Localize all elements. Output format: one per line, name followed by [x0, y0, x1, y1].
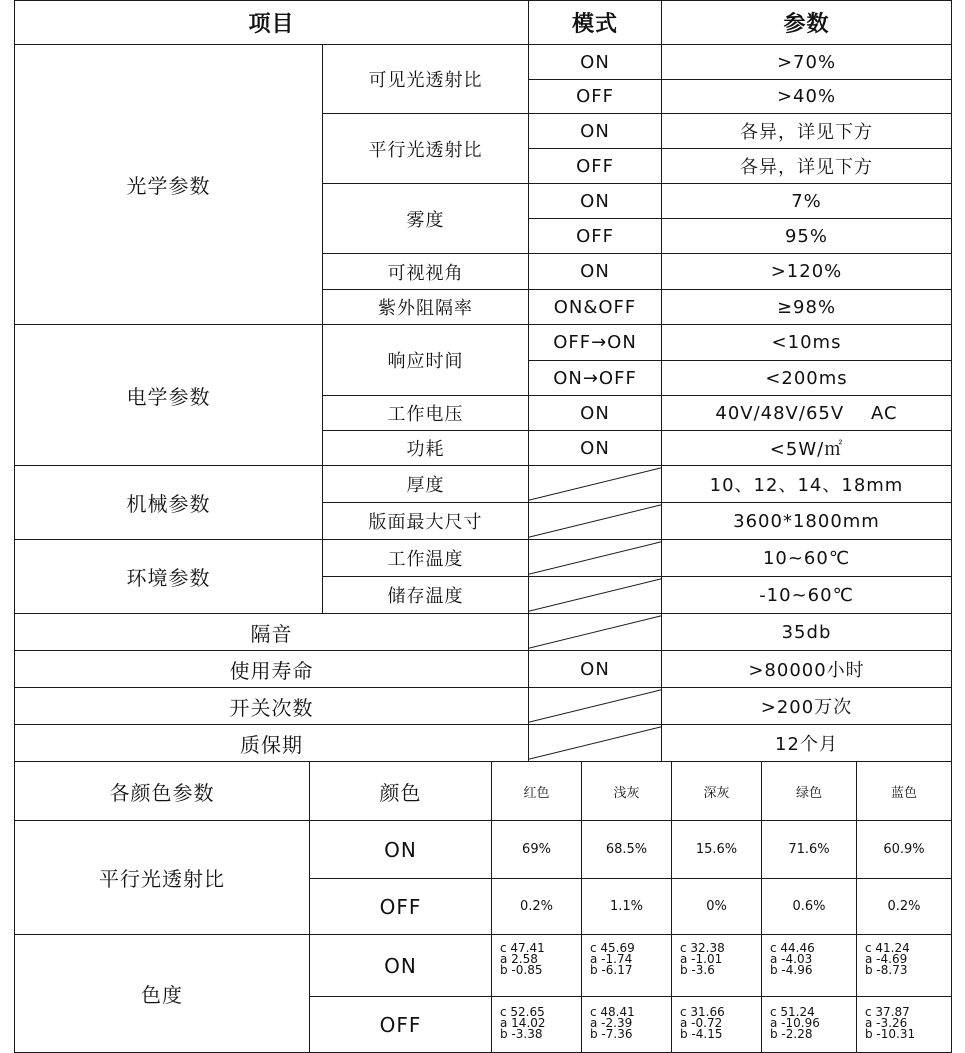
transmittance-off-cell: 1.1% — [581, 878, 672, 935]
switch-count-label: 开关次数 — [14, 687, 529, 725]
storage-temp-label: 储存温度 — [322, 576, 529, 614]
empty-mode-cell — [528, 502, 662, 540]
visible-transmittance-label: 可见光透射比 — [322, 44, 529, 114]
value-cell: 95% — [661, 218, 952, 254]
mode-cell: ON — [528, 395, 662, 431]
voltage-label: 工作电压 — [322, 395, 529, 431]
parallel-transmittance-label: 平行光透射比 — [322, 113, 529, 184]
value-cell: >40% — [661, 79, 952, 114]
value-cell: >70% — [661, 44, 952, 80]
mode-cell: ON&OFF — [528, 289, 662, 325]
transmittance-off-cell: 0% — [671, 878, 762, 935]
header-param: 参数 — [661, 0, 952, 45]
empty-mode-cell — [528, 613, 662, 651]
transmittance-on-cell: 71.6% — [761, 820, 857, 879]
value-cell: 35db — [661, 613, 952, 651]
chroma-off-cell: c 51.24 a -10.96 b -2.28 — [761, 996, 857, 1053]
mode-cell: ON — [528, 430, 662, 466]
transmittance-on-cell: 69% — [491, 820, 582, 879]
viewing-angle-label: 可视视角 — [322, 253, 529, 290]
off-label: OFF — [309, 878, 492, 935]
mode-cell: OFF — [528, 148, 662, 184]
chroma-off-cell: c 31.66 a -0.72 b -4.15 — [671, 996, 762, 1053]
mode-cell: OFF→ON — [528, 324, 662, 361]
mode-cell: ON — [528, 650, 662, 688]
environment-group: 环境参数 — [14, 539, 323, 614]
color-name-light-gray: 浅灰 — [581, 761, 672, 821]
chroma-off-cell: c 48.41 a -2.39 b -7.36 — [581, 996, 672, 1053]
transmittance-on-cell: 15.6% — [671, 820, 762, 879]
on-label: ON — [309, 820, 492, 879]
on-label: ON — [309, 934, 492, 997]
mode-cell: ON — [528, 44, 662, 80]
work-temp-label: 工作温度 — [322, 539, 529, 577]
sound-insulation-label: 隔音 — [14, 613, 529, 651]
color-name-dark-gray: 深灰 — [671, 761, 762, 821]
empty-mode-cell — [528, 539, 662, 577]
value-cell: -10~60℃ — [661, 576, 952, 614]
empty-mode-cell — [528, 724, 662, 762]
value-cell: 10、12、14、18mm — [661, 465, 952, 503]
mode-cell: ON — [528, 113, 662, 149]
parallel-transmittance-group: 平行光透射比 — [14, 820, 310, 935]
chroma-group: 色度 — [14, 934, 310, 1053]
chroma-off-cell: c 37.87 a -3.26 b -10.31 — [856, 996, 952, 1053]
chroma-on-cell: c 41.24 a -4.69 b -8.73 — [856, 934, 952, 997]
value-cell: >80000小时 — [661, 650, 952, 688]
color-name-blue: 蓝色 — [856, 761, 952, 821]
thickness-label: 厚度 — [322, 465, 529, 503]
chroma-on-cell: c 32.38 a -1.01 b -3.6 — [671, 934, 762, 997]
value-cell: <10ms — [661, 324, 952, 361]
chroma-on-cell: c 44.46 a -4.03 b -4.96 — [761, 934, 857, 997]
value-cell: ≥98% — [661, 289, 952, 325]
value-cell: 各异，详见下方 — [661, 113, 952, 149]
power-label: 功耗 — [322, 430, 529, 466]
value-cell: 7% — [661, 183, 952, 219]
mode-cell: ON→OFF — [528, 360, 662, 396]
uv-blocking-label: 紫外阻隔率 — [322, 289, 529, 325]
warranty-label: 质保期 — [14, 724, 529, 762]
transmittance-off-cell: 0.6% — [761, 878, 857, 935]
off-label: OFF — [309, 996, 492, 1053]
empty-mode-cell — [528, 465, 662, 503]
value-cell: >200万次 — [661, 687, 952, 725]
header-item: 项目 — [14, 0, 529, 45]
mode-cell: ON — [528, 253, 662, 290]
color-name-red: 红色 — [491, 761, 582, 821]
electrical-group: 电学参数 — [14, 324, 323, 466]
transmittance-off-cell: 0.2% — [856, 878, 952, 935]
value-cell: 12个月 — [661, 724, 952, 762]
response-time-label: 响应时间 — [322, 324, 529, 396]
value-cell: 40V/48V/65V AC — [661, 395, 952, 431]
empty-mode-cell — [528, 576, 662, 614]
chroma-off-cell: c 52.65 a 14.02 b -3.38 — [491, 996, 582, 1053]
mode-cell: OFF — [528, 218, 662, 254]
header-mode: 模式 — [528, 0, 662, 45]
value-cell: 各异，详见下方 — [661, 148, 952, 184]
haze-label: 雾度 — [322, 183, 529, 254]
value-cell: <200ms — [661, 360, 952, 396]
mode-cell: OFF — [528, 79, 662, 114]
chroma-on-cell: c 45.69 a -1.74 b -6.17 — [581, 934, 672, 997]
mode-cell: ON — [528, 183, 662, 219]
color-header: 颜色 — [309, 761, 492, 821]
value-cell: 10~60℃ — [661, 539, 952, 577]
colors-title: 各颜色参数 — [14, 761, 310, 821]
value-cell: >120% — [661, 253, 952, 290]
transmittance-on-cell: 68.5% — [581, 820, 672, 879]
transmittance-off-cell: 0.2% — [491, 878, 582, 935]
transmittance-on-cell: 60.9% — [856, 820, 952, 879]
color-name-green: 绿色 — [761, 761, 857, 821]
empty-mode-cell — [528, 687, 662, 725]
mechanical-group: 机械参数 — [14, 465, 323, 540]
value-cell: 3600*1800mm — [661, 502, 952, 540]
value-cell: <5W/㎡ — [661, 430, 952, 466]
optical-group: 光学参数 — [14, 44, 323, 325]
max-size-label: 版面最大尺寸 — [322, 502, 529, 540]
chroma-on-cell: c 47.41 a 2.58 b -0.85 — [491, 934, 582, 997]
lifespan-label: 使用寿命 — [14, 650, 529, 688]
